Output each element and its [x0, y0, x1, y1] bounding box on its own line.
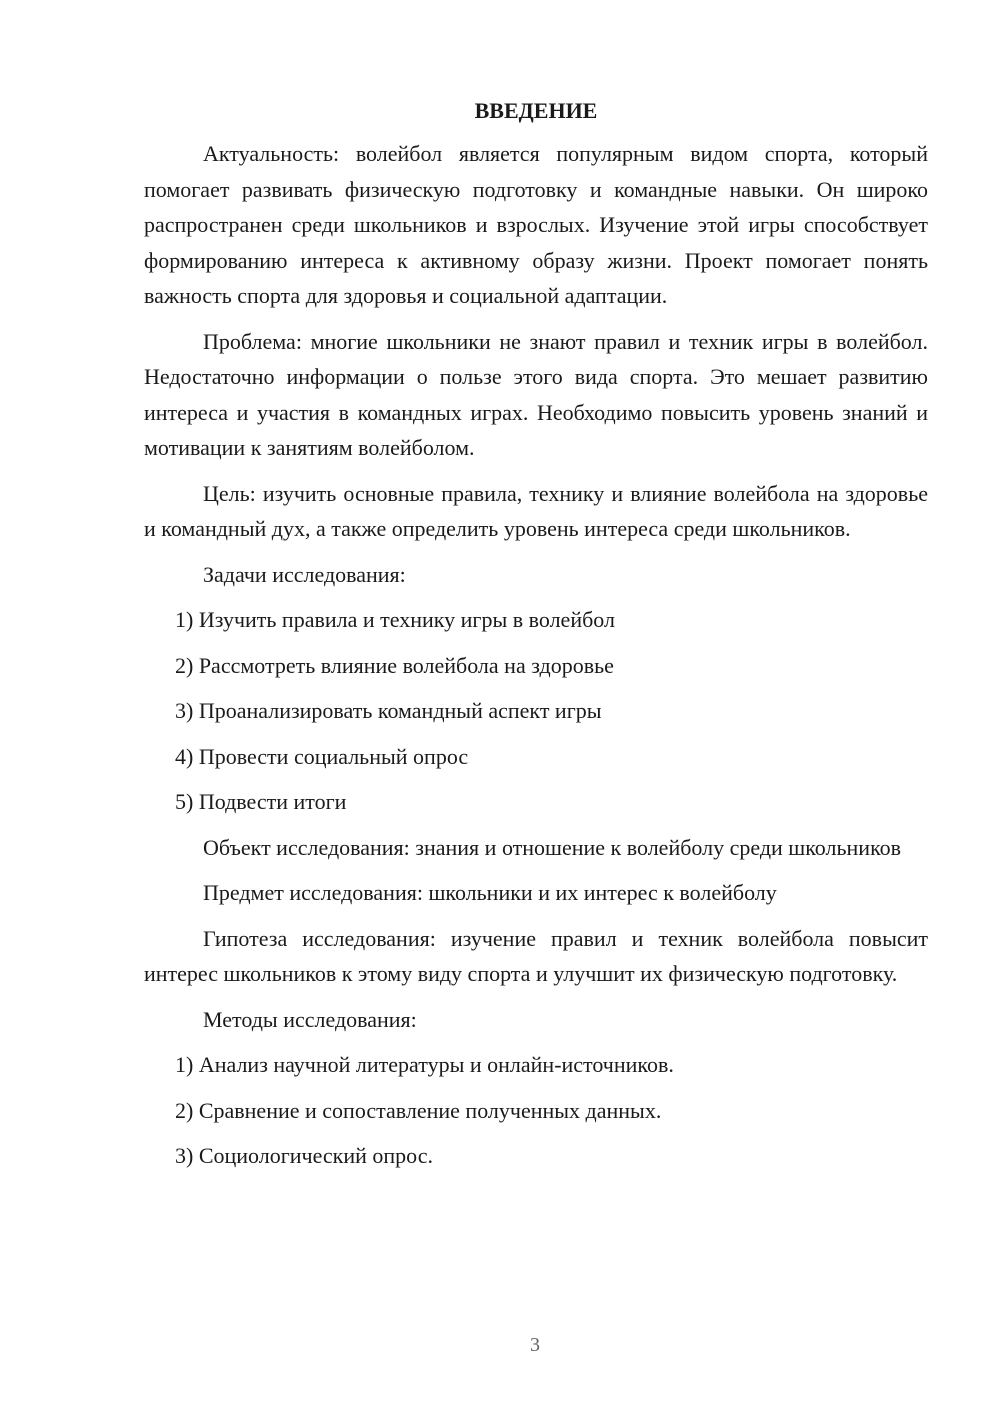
subject-paragraph: Предмет исследования: школьники и их интерес к волейболу	[203, 880, 777, 905]
object-paragraph: Объект исследования: знания и отношение к волейболу среди школьников	[203, 834, 902, 860]
list-item: 2) Рассмотреть влияние волейбола на здоровье	[175, 652, 614, 678]
hypothesis-paragraph: Гипотеза исследования: изучение правил и техник волейбола повысит интерес школьников к этому виду спорта и улучшит их физическую подготовку.	[144, 925, 928, 986]
list-item: 2) Сравнение и сопоставление полученных данных.	[175, 1097, 662, 1123]
list-item: 4) Провести социальный опрос	[175, 743, 469, 769]
list-item: 5) Подвести итоги	[175, 789, 347, 814]
problem-paragraph: Проблема: многие школьники не знают правил и техник игры в волейбол. Недостаточно информации о пользе этого вида спорта. Это мешает развитию интереса и участия в командных играх. Необходимо повысить уровень знаний и мотивации к занятиям волейболом.	[144, 328, 928, 460]
section-title: ВВЕДЕНИЕ	[474, 98, 598, 123]
relevance-paragraph: Актуальность: волейбол является популярным видом спорта, который помогает развивать физическую подготовку и командные навыки. Он широко распространен среди школьников и взрослых. Изучение этой игры способствует формированию интереса к активному образу жизни. Проект помогает понять важность спорта для здоровья и социальной адаптации.	[144, 141, 928, 308]
page-number: 3	[530, 1334, 540, 1356]
list-item: 3) Проанализировать командный аспект игры	[175, 698, 602, 723]
methods-heading: Методы исследования:	[203, 1006, 417, 1032]
methods-list	[144, 1047, 928, 1174]
document-page	[144, 96, 928, 1184]
tasks-list	[144, 602, 928, 820]
tasks-heading: Задачи исследования:	[203, 561, 406, 587]
list-item: 1) Анализ научной литературы и онлайн-источников.	[175, 1052, 674, 1077]
list-item: 1) Изучить правила и технику игры в волейбол	[175, 607, 615, 632]
goal-paragraph: Цель: изучить основные правила, технику и влияние волейбола на здоровье и командный дух, а также определить уровень интереса среди школьников.	[144, 480, 928, 541]
list-item: 3) Социологический опрос.	[175, 1143, 433, 1168]
